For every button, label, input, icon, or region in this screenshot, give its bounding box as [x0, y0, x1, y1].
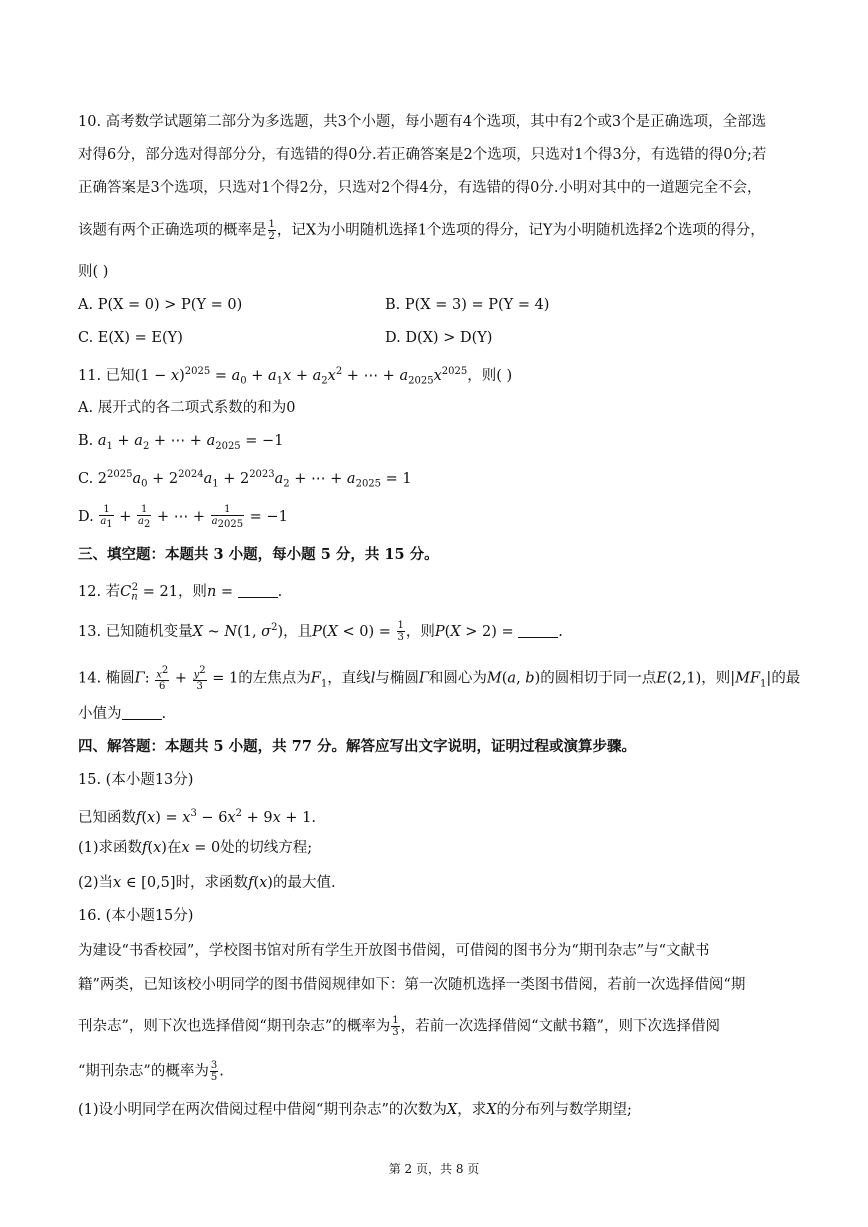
answer-blank[interactable]: [238, 583, 278, 598]
answer-blank[interactable]: [518, 623, 558, 638]
section-fill-in: 三、填空题：本题共 3 小题，每小题 5 分，共 15 分。: [78, 546, 439, 563]
q16-head: 16. (本小题15分): [78, 908, 194, 924]
answer-blank[interactable]: [122, 705, 162, 720]
q10-option-b: B. P(X = 3) = P(Y = 4): [385, 297, 550, 313]
q16-line2: 籍”两类，已知该校小明同学的图书借阅规律如下：第一次随机选择一类图书借阅，若前一次选择借阅“期: [78, 977, 746, 993]
q11-stem: 11. 已知$(1 - x)^{2025} = a_0 + a_1x + a_2x^2$ + ⋯ + $a_{2025}x^{2025}$，则( ): [78, 366, 513, 387]
q11-option-a: A. 展开式的各二项式系数的和为0: [78, 400, 296, 416]
q15-stem: 已知函数$f(x) = x^3 - 6x^2 + 9x + 1$.: [78, 808, 316, 826]
q16-line4: “期刊杂志”的概率为 $\frac{3}{5}$ .: [78, 1060, 224, 1083]
q14-line2: 小值为 .: [78, 706, 167, 722]
q12: 12. 若$C_n^2 = 21$，则n = .: [78, 582, 283, 603]
q10-option-a: A. P(X = 0) > P(Y = 0): [78, 297, 243, 313]
q16-part1: (1)设小明同学在两次借阅过程中借阅“期刊杂志”的次数为X，求X的分布列与数学期望;: [78, 1102, 632, 1118]
q10-line2: 对得6分，部分选对得部分分，有选错的得0分.若正确答案是2个选项，只选对1个得3分，有选错的得0分;若: [78, 147, 767, 163]
q11-option-c: C. $2^{2025}a_0 + 2^{2024}a_1 + 2^{2023}a_2$ + ⋯ + $a_{2025} = 1$: [78, 469, 412, 490]
section-solutions: 四、解答题：本题共 5 小题，共 77 分。解答应写出文字说明，证明过程或演算步骤。: [78, 738, 636, 755]
q16-line3: 刊杂志”，则下次也选择借阅“期刊杂志”的概率为 $\frac{1}{3}$ ，若前一次选择借阅“文献书籍”，则下次选择借阅: [78, 1015, 720, 1038]
q16-line1: 为建设“书香校园”，学校图书馆对所有学生开放图书借阅，可借阅的图书分为“期刊杂志”与“文献书: [78, 943, 710, 959]
q13: 13. 已知随机变量X ~ N(1, $\sigma^2$)，且P(X < 0) = $\frac{1}{3}$ ，则P(X > 2) = .: [78, 620, 563, 644]
q15-part1: (1)求函数f(x)在x = 0处的切线方程;: [78, 840, 313, 856]
q10-option-c: C. E(X) = E(Y): [78, 330, 183, 346]
q15-part2: (2)当x ∈ [0,5]时，求函数f(x)的最大值.: [78, 875, 336, 891]
q10-line5: 则( ): [78, 264, 109, 280]
page-footer: 第 2 页，共 8 页: [388, 1162, 480, 1176]
q11-option-b: B. $a_1 + a_2$ + ⋯ + $a_{2025} = -1$: [78, 433, 284, 452]
q10-line4: 该题有两个正确选项的概率是 $\frac{1}{2}$ ，记X为小明随机选择1个选项的得分，记Y为小明随机选择2个选项的得分，: [78, 219, 765, 242]
q11-option-d: D. $\frac{1}{a_1}$ + $\frac{1}{a_2}$ + ⋯ + $\frac{1}{a_{2025}}$ = −1: [78, 504, 288, 530]
q10-line1: 10. 高考数学试题第二部分为多选题，共3个小题，每小题有4个选项，其中有2个或3个是正确选项，全部选: [78, 114, 767, 130]
fraction-one-half: $\frac{1}{2}$: [268, 219, 275, 242]
q15-head: 15. (本小题13分): [78, 772, 194, 788]
q14-line1: 14. 椭圆Γ: $\frac{x^2}{6}$ + $\frac{y^2}{3}$ = 1的左焦点为$F_1$，直线l与椭圆Γ和圆心为M(a, b)的圆相切于同一点E(2,1)，则$|MF_1|$的最: [78, 665, 801, 693]
q10-line3: 正确答案是3个选项，只选对1个得2分，只选对2个得4分，有选错的得0分.小明对其中的一道题完全不会，: [78, 180, 762, 196]
q10-option-d: D. D(X) > D(Y): [385, 330, 493, 346]
